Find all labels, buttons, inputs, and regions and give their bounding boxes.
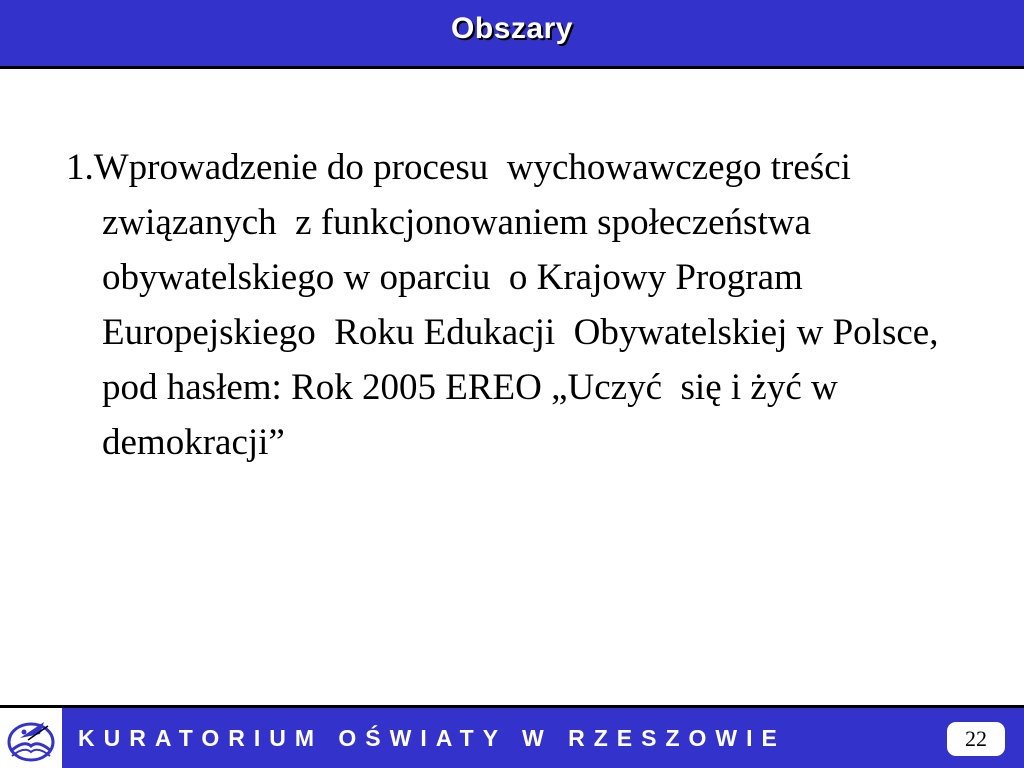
body-paragraph: 1.Wprowadzenie do procesu wychowawczego treści związanych z funkcjonowaniem społeczeństwa obywatelskiego w oparciu o Krajowy Program Europejskiego Roku Edukacji Obywatelskiej w Polsce, pod hasłem: Rok 2005 EREO „Uczyć się i żyć w demokracji” — [66, 147, 948, 463]
kuratorium-logo-icon — [0, 708, 62, 768]
slide-title: Obszary — [451, 12, 573, 45]
institution-name: KURATORIUM OŚWIATY W RZESZOWIE — [78, 725, 786, 751]
footer-band — [62, 708, 1024, 768]
footer — [0, 705, 1024, 768]
page-number: 22 — [947, 722, 1005, 756]
header-bar — [0, 0, 1024, 69]
